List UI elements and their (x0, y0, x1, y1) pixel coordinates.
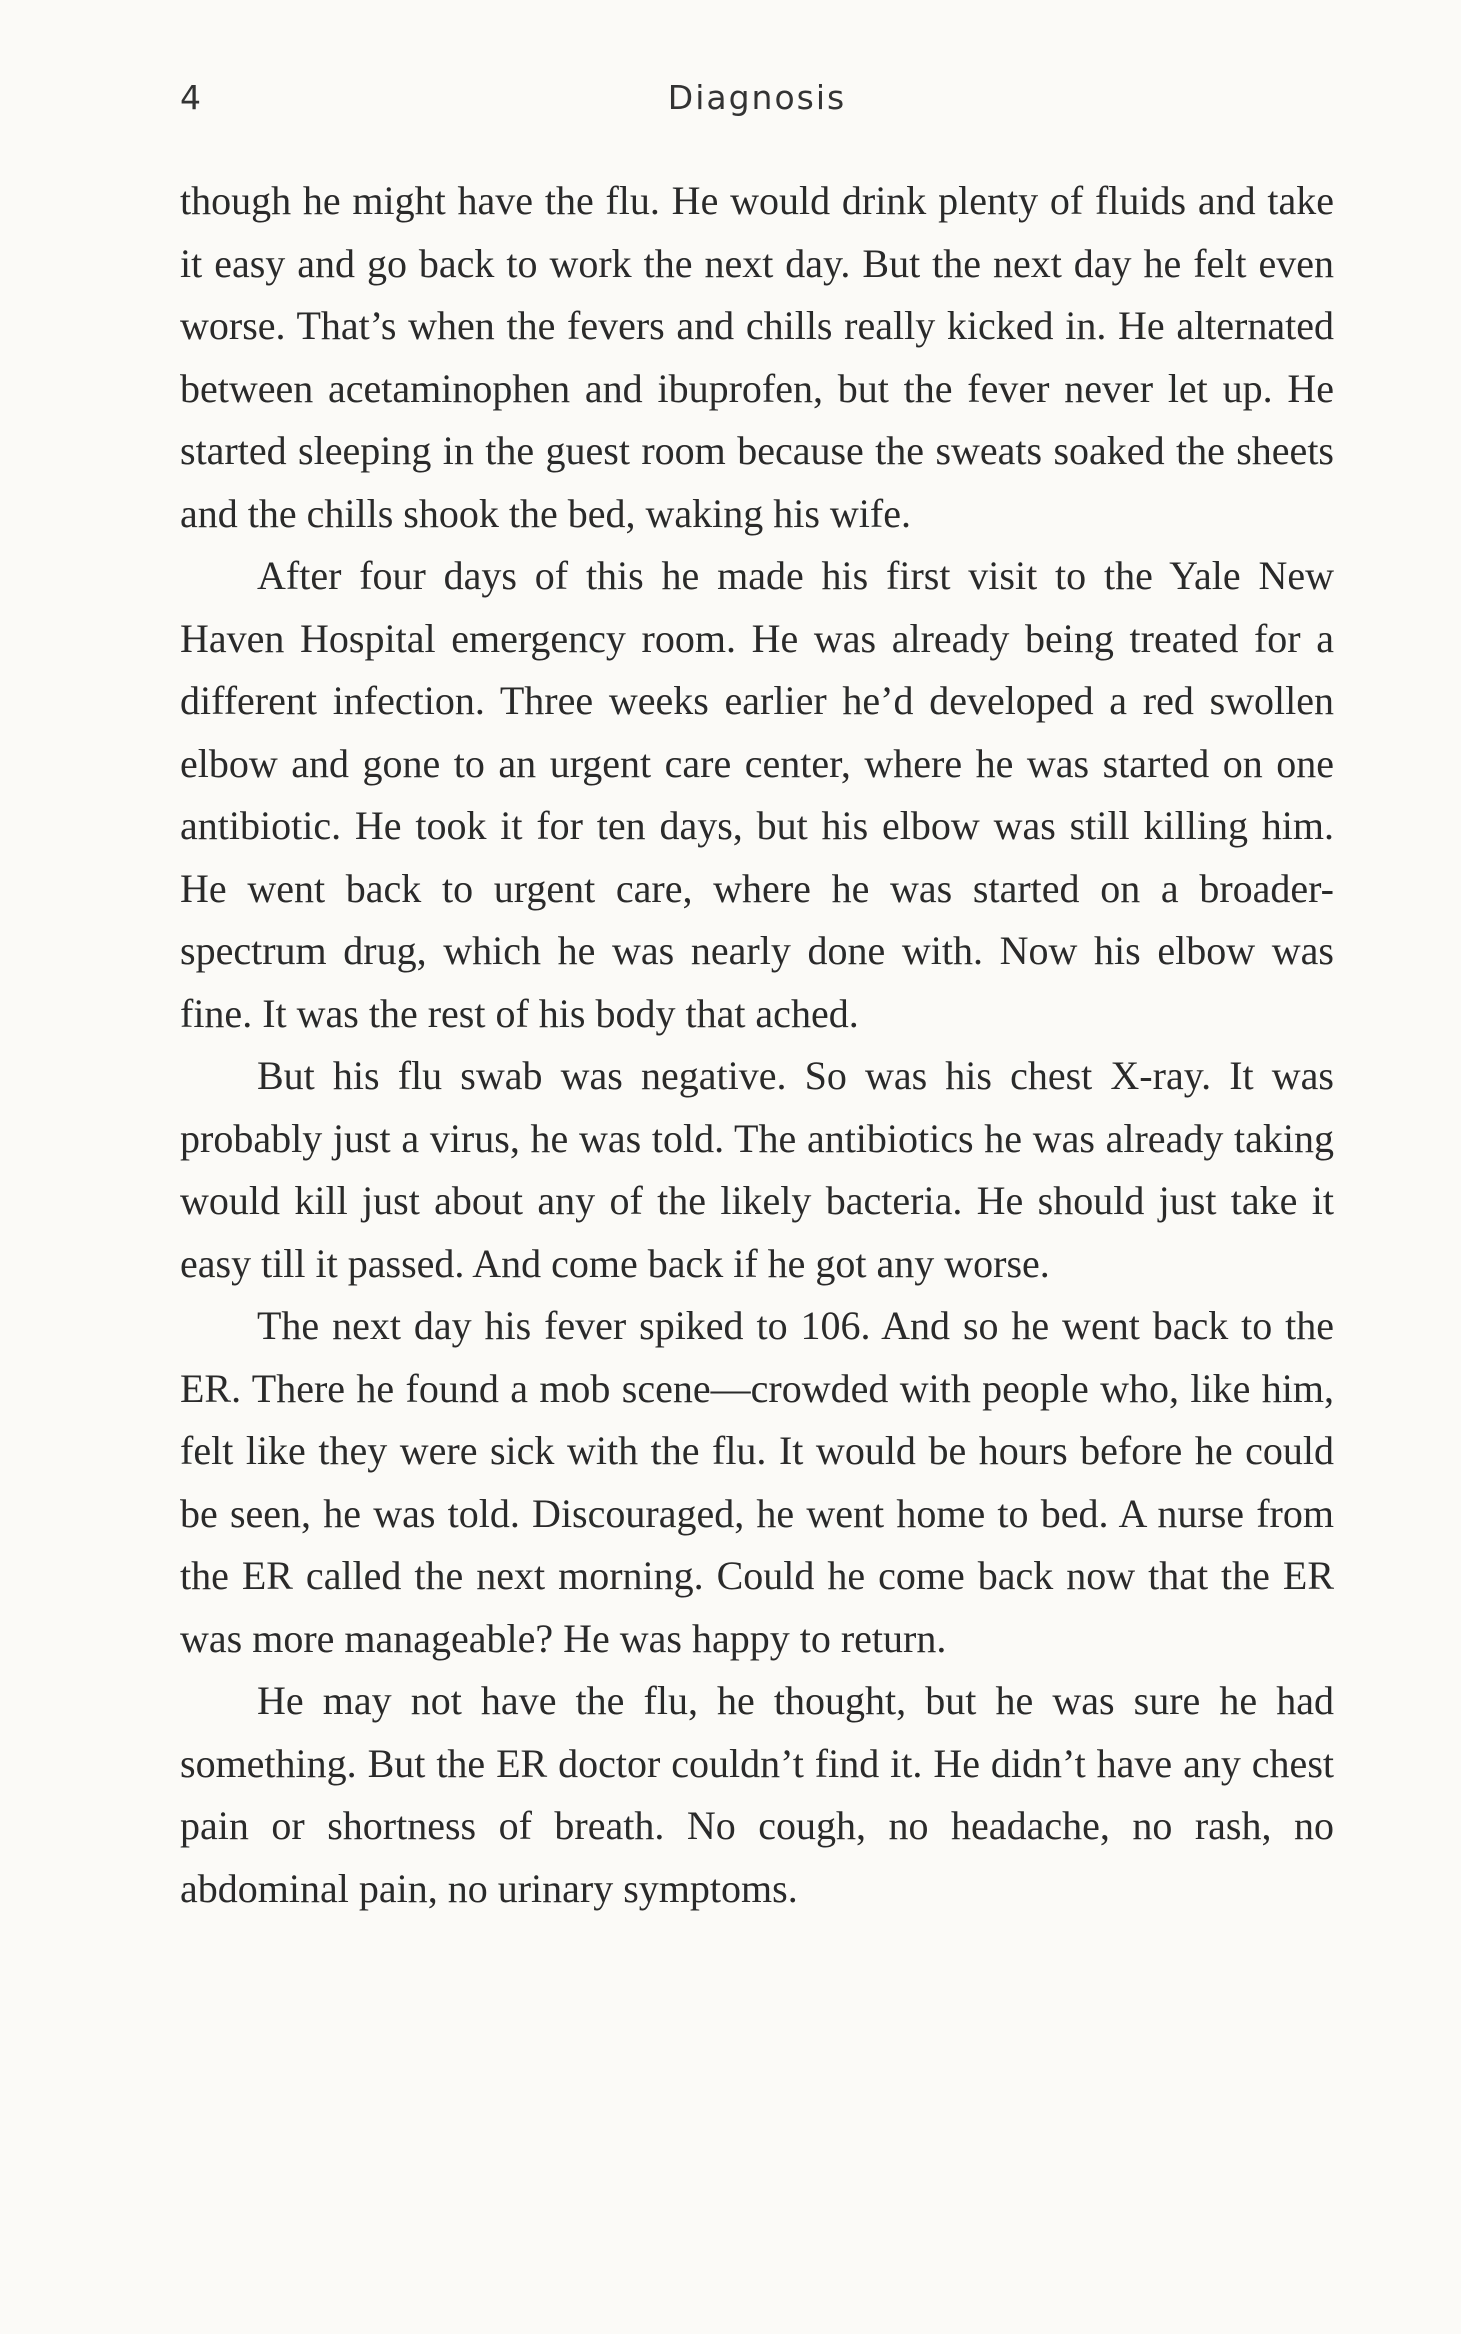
paragraph-4: The next day his fever spiked to 106. And so he went back to the ER. There he found a mob scene—crowded with people who, like him, felt like they were sick with the flu. It would be hours before he could be seen, he was told. Discouraged, he went home to bed. A nurse from the ER called the next morning. Could he come back now that the ER was more manageable? He was happy to return. (180, 1303, 1334, 1661)
page-header (180, 78, 1334, 128)
paragraph-5: He may not have the flu, he thought, but he was sure he had something. But the ER doctor couldn’t find it. He didn’t have any chest pain or shortness of breath. No cough, no headache, no rash, no abdominal pain, no urinary symptoms. (180, 1678, 1334, 1911)
paragraph-2: After four days of this he made his first visit to the Yale New Haven Hospital emergency room. He was already being treated for a different infection. Three weeks earlier he’d developed a red swollen elbow and gone to an urgent care center, where he was started on one antibiotic. He took it for ten days, but his elbow was still killing him. He went back to urgent care, where he was started on a broader-spectrum drug, which he was nearly done with. Now his elbow was fine. It was the rest of his body that ached. (180, 553, 1334, 1036)
page-number: 4 (180, 78, 202, 117)
body-text (180, 170, 1334, 1920)
paragraph-3: But his flu swab was negative. So was his chest X-ray. It was probably just a virus, he was told. The antibiotics he was already taking would kill just about any of the likely bacteria. He should just take it easy till it passed. And come back if he got any worse. (180, 1053, 1334, 1286)
paragraph-1: though he might have the flu. He would drink plenty of fluids and take it easy and go back to work the next day. But the next day he felt even worse. That’s when the fevers and chills really kicked in. He alternated between acetaminophen and ibuprofen, but the fever never let up. He started sleeping in the guest room because the sweats soaked the sheets and the chills shook the bed, waking his wife. (180, 178, 1334, 536)
running-head-title: Diagnosis (667, 78, 847, 117)
